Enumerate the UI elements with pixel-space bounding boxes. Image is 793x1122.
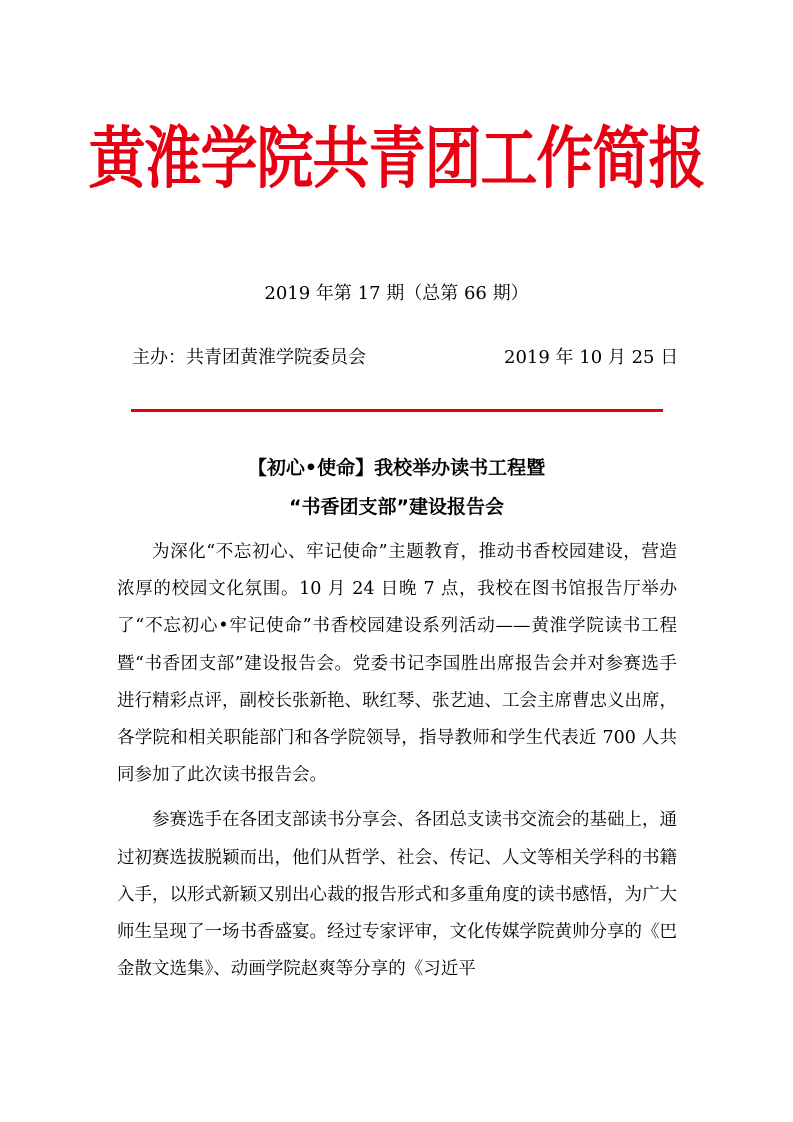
article-headline-line1: 【初心•使命】我校举办读书工程暨 xyxy=(247,457,546,479)
article-paragraph-1: 为深化“不忘初心、牢记使命”主题教育，推动书香校园建设，营造浓厚的校园文化氛围。10 月 24 日晚 7 点，我校在图书馆报告厅举办了“不忘初心•牢记使命”书香校园建设系列活动——黄淮学院读书工程暨“书香团支部”建设报告会。党委书记李国胜出席报告会并对参赛选手进行精彩点评，副校长张新艳、耿红琴、张艺迪、工会主席曹忠义出席，各学院和相关职能部门和各学院领导，指导教师和学生代表近 700 人共同参加了此次读书报告会。 xyxy=(117,542,677,786)
issue-number: 2019 年第 17 期（总第 66 期） xyxy=(264,283,529,304)
article-headline-line2: “书香团支部”建设报告会 xyxy=(289,496,504,518)
article-paragraph-2: 参赛选手在各团支部读书分享会、各团总支读书交流会的基础上，通过初赛选拔脱颖而出，他们从哲学、社会、传记、人文等相关学科的书籍入手，以形式新颖又别出心裁的报告形式和多重角度的读书感悟，为广大师生呈现了一场书香盛宴。经过专家评审，文化传媒学院黄帅分享的《巴金散文选集》、动画学院赵爽等分享的《习近平 xyxy=(117,810,677,980)
masthead-title: 黄淮学院共青团工作简报 xyxy=(88,119,705,199)
publication-date: 2019 年 10 月 25 日 xyxy=(504,347,679,368)
header-divider xyxy=(131,409,663,412)
sponsor-line: 主办：共青团黄淮学院委员会 xyxy=(132,347,366,368)
article-body xyxy=(117,534,677,988)
